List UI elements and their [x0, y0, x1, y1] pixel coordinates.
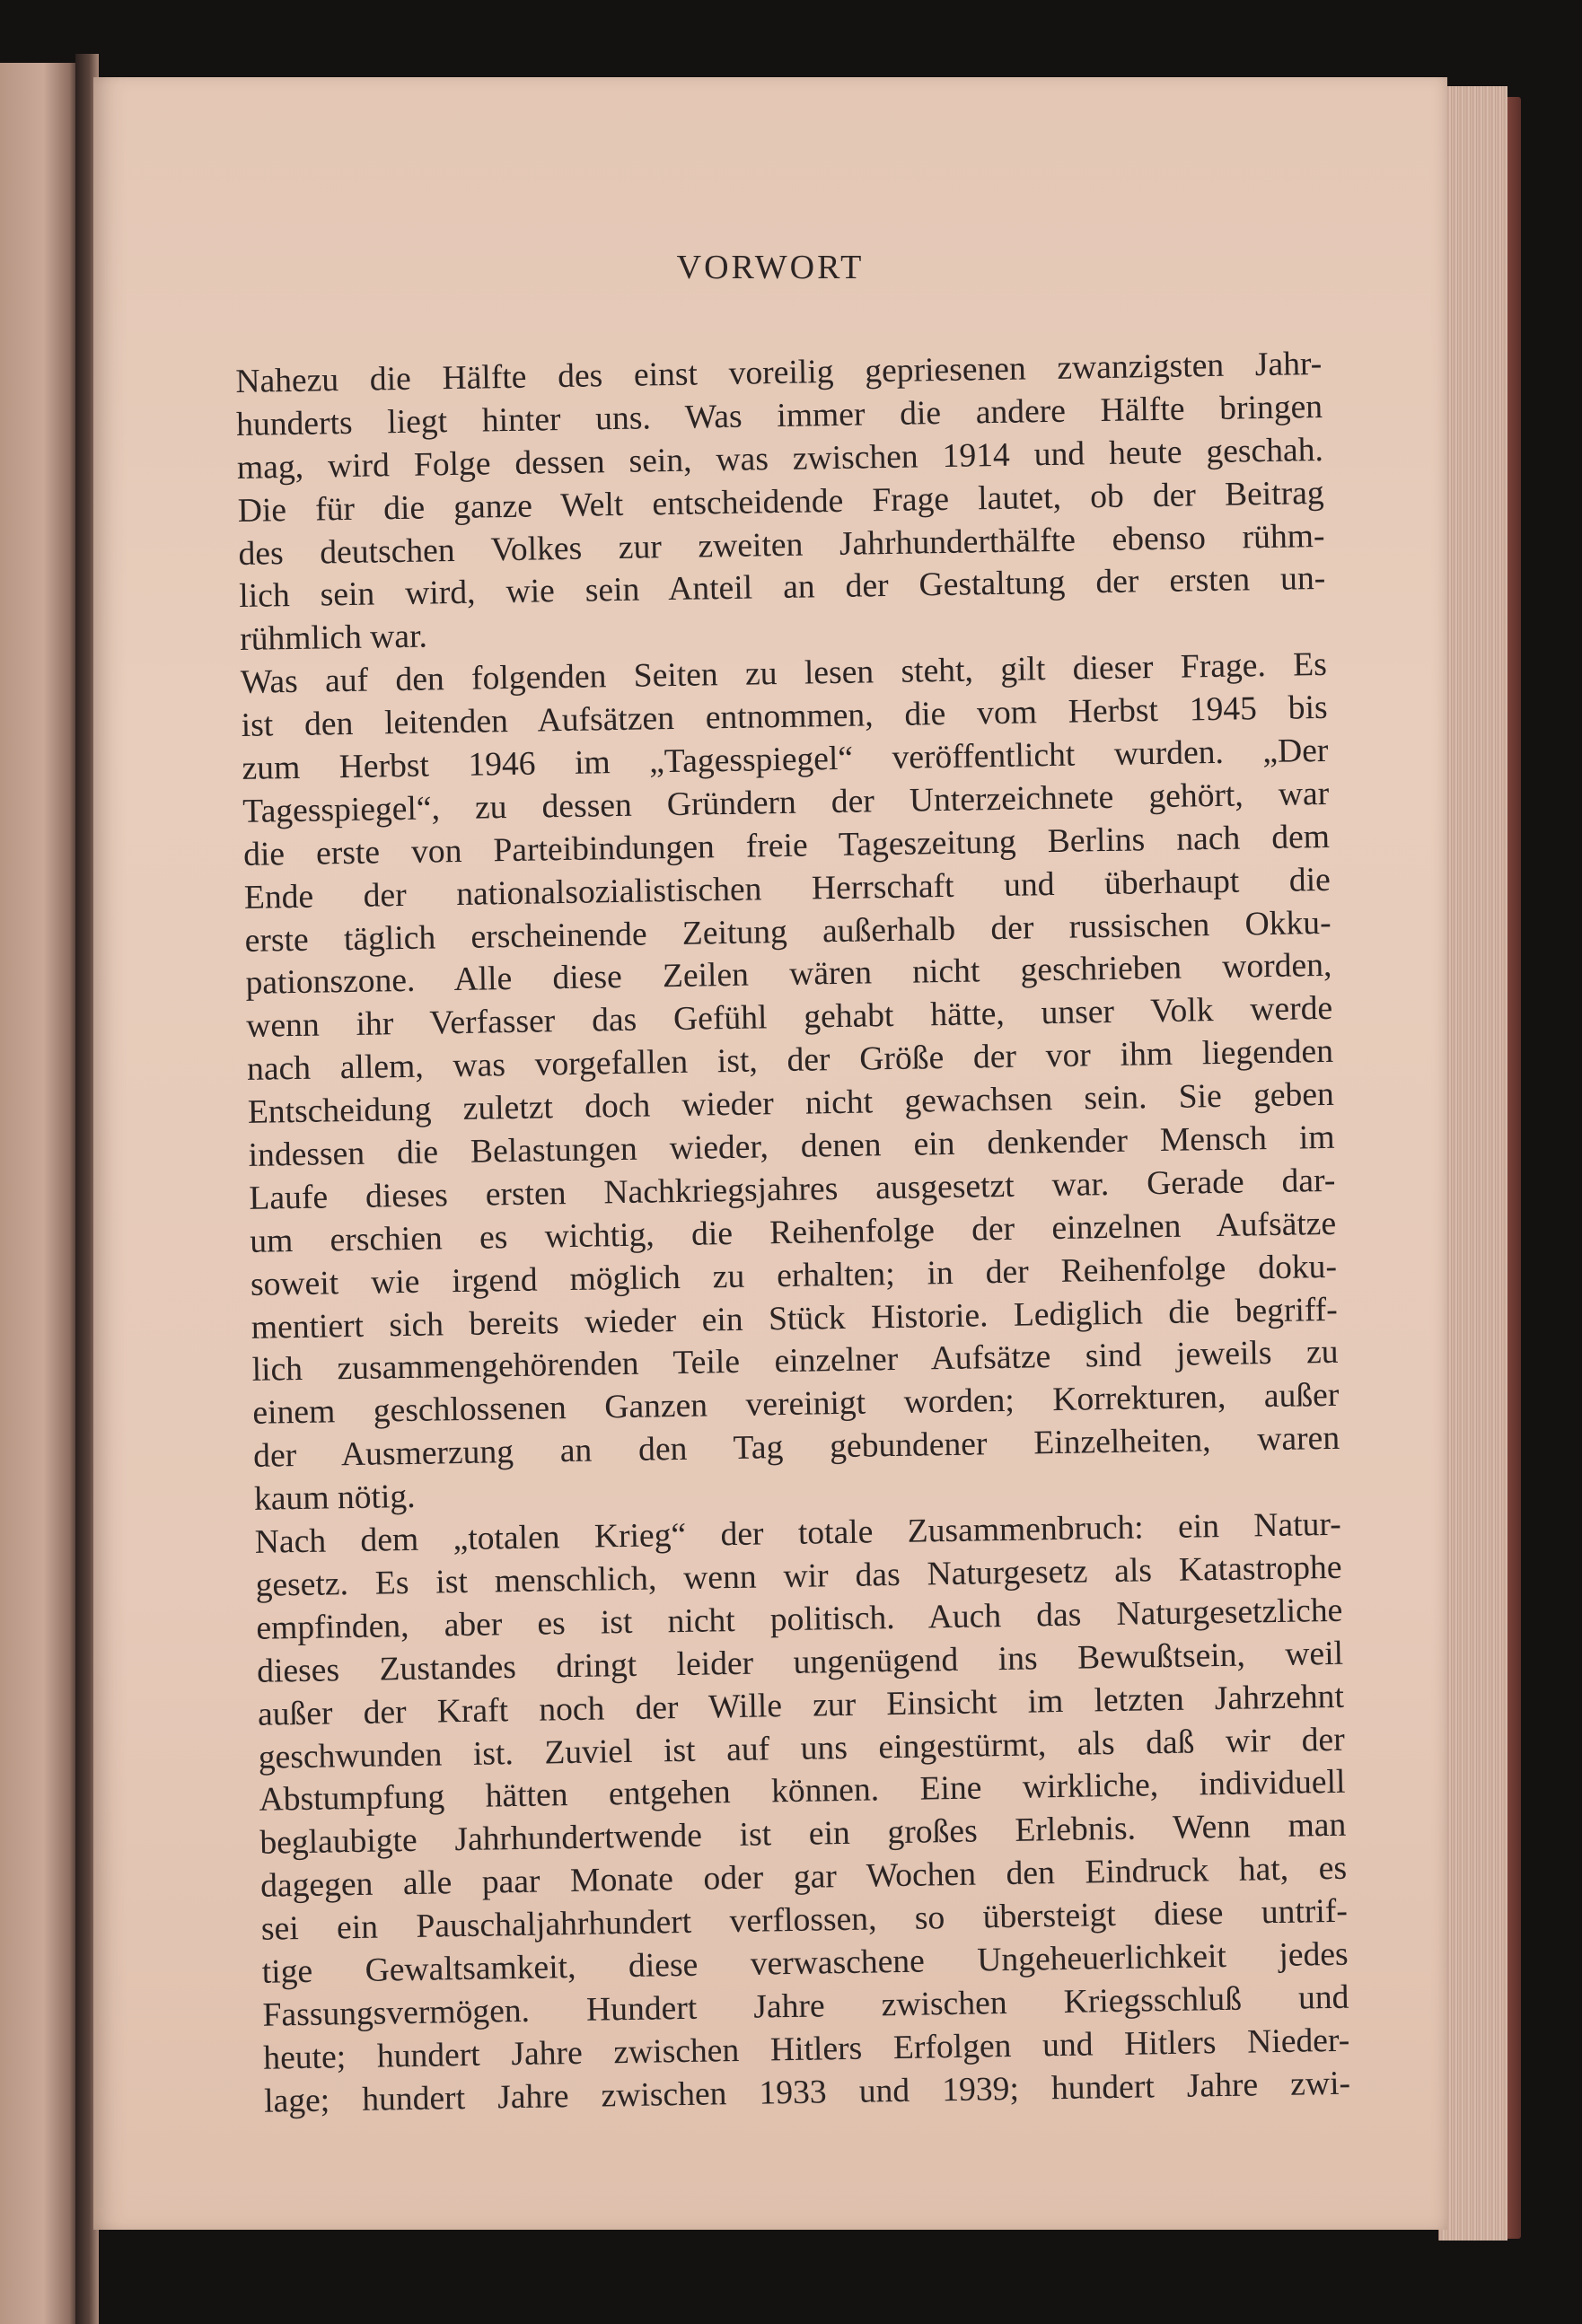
text-line: ist den leitenden Aufsätzen entnommen, die vom Herbst 1945 bis [241, 689, 1328, 745]
text-line: der Ausmerzung an den Tag gebundener Einzelheiten, waren [252, 1420, 1340, 1476]
text-line: tige Gewaltsamkeit, diese verwaschene Ungeheuerlichkeit jedes [261, 1935, 1349, 1991]
text-line: geschwunden ist. Zuviel ist auf uns eingestürmt, als daß wir der [258, 1721, 1345, 1776]
text-line: soweit wie irgend möglich zu erhalten; in der Reihenfolge doku- [250, 1248, 1338, 1303]
text-line: pationszone. Alle diese Zeilen wären nicht geschrieben worden, [245, 947, 1332, 1003]
text-line: Fassungsvermögen. Hundert Jahre zwischen Kriegsschluß und [262, 1978, 1349, 2034]
left-page-edge [0, 63, 79, 2324]
text-line: empfinden, aber es ist nicht politisch. Auch das Naturgesetzliche [256, 1592, 1343, 1647]
text-line: Laufe dieses ersten Nachkriegsjahres ausgesetzt war. Gerade dar- [249, 1162, 1336, 1217]
text-line: um erschien es wichtig, die Reihenfolge der einzelnen Aufsätze [249, 1205, 1337, 1260]
text-line: rühmlich war. [239, 618, 428, 659]
text-line: des deutschen Volkes zur zweiten Jahrhunderthälfte ebenso rühm- [238, 517, 1325, 573]
text-line: einem geschlossenen Ganzen vereinigt worden; Korrekturen, außer [252, 1377, 1340, 1433]
text-line: Ende der nationalsozialistischen Herrschaft und überhaupt die [243, 861, 1332, 916]
text-line: lich zusammengehörenden Teile einzelner Aufsätze sind jeweils zu [251, 1334, 1339, 1390]
book-page [93, 77, 1447, 2230]
text-line: Abstumpfung hätten entgehen können. Eine wirkliche, individuell [259, 1764, 1346, 1820]
text-line: heute; hundert Jahre zwischen Hitlers Erfolgen und Hitlers Nieder- [263, 2021, 1350, 2077]
text-line: Tagesspiegel“, zu dessen Gründern der Unterzeichnete gehört, war [242, 775, 1330, 830]
text-line: die erste von Parteibindungen freie Tageszeitung Berlins nach dem [242, 818, 1331, 873]
text-line: zum Herbst 1946 im „Tagesspiegel“ veröffentlicht wurden. „Der [242, 732, 1329, 787]
text-line: Nach dem „totalen Krieg“ der totale Zusammenbruch: ein Natur- [254, 1505, 1342, 1561]
text-line: dagegen alle paar Monate oder gar Wochen den Eindruck hat, es [259, 1849, 1348, 1905]
text-line: sei ein Pauschaljahrhundert verflossen, so übersteigt diese untrif- [260, 1892, 1349, 1948]
text-line: gesetz. Es ist menschlich, wenn wir das Naturgesetz als Katastrophe [255, 1548, 1342, 1604]
page-block-edges [1438, 86, 1507, 2241]
text-line: lich sein wird, wie sein Anteil an der Gestaltung der ersten un- [239, 560, 1326, 616]
text-line: beglaubigte Jahrhundertwende ist ein großes Erlebnis. Wenn man [259, 1806, 1347, 1863]
text-line: Entscheidung zuletzt doch wieder nicht gewachsen sein. Sie geben [247, 1075, 1335, 1132]
text-line: erste täglich erscheinende Zeitung außerhalb der russischen Okku- [244, 904, 1332, 960]
text-line: Die für die ganze Welt entscheidende Frage lautet, ob der Beitrag [237, 474, 1324, 530]
text-line: indessen die Belastungen wieder, denen ein denkender Mensch im [248, 1118, 1335, 1174]
page-title: VORWORT [676, 249, 865, 286]
text-line: Nahezu die Hälfte des einst voreilig gepriesenen zwanzigsten Jahr- [235, 345, 1323, 400]
text-line: kaum nötig. [253, 1478, 416, 1518]
text-line: wenn ihr Verfasser das Gefühl gehabt hätte, unser Volk werde [245, 990, 1333, 1046]
text-line: nach allem, was vorgefallen ist, der Größe der vor ihm liegenden [246, 1033, 1334, 1089]
text-line: hunderts liegt hinter uns. Was immer die andere Hälfte bringen [235, 388, 1323, 443]
text-line: mentiert sich bereits wieder ein Stück Historie. Lediglich die begriff- [250, 1291, 1339, 1346]
body-text [235, 343, 1350, 2123]
text-line: außer der Kraft noch der Wille zur Einsicht im letzten Jahrzehnt [257, 1678, 1345, 1733]
text-line: Was auf den folgenden Seiten zu lesen steht, gilt dieser Frage. Es [240, 646, 1328, 702]
text-line: lage; hundert Jahre zwischen 1933 und 1939; hundert Jahre zwi- [263, 2065, 1351, 2120]
text-line: mag, wird Folge dessen sein, was zwischen 1914 und heute geschah. [236, 431, 1324, 487]
text-line: dieses Zustandes dringt leider ungenügend ins Bewußtsein, weil [256, 1635, 1344, 1690]
